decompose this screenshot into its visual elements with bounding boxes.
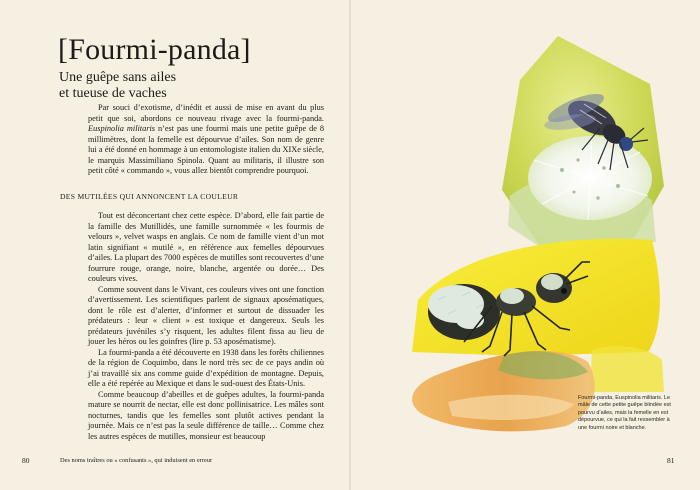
- gutter: [349, 0, 351, 490]
- body-text: [88, 211, 324, 442]
- page-title: [Fourmi-panda]: [58, 33, 251, 66]
- paragraph-4: Comme beaucoup d’abeilles et de guêpes adultes, la fourmi-panda mature se nourrit de nectar, elle est donc pollinisatrice. Les mâles sont nocturnes, tandis que les femelles sont plutôt actives pendant la journée. Mais ce n’est pas la seule différence de taille… Comme chez les autres espèces de mutilles, monsieur est beaucoup: [88, 389, 324, 441]
- page-number-right: 81: [667, 456, 675, 465]
- page-number-left: 80: [22, 456, 30, 465]
- paragraph-3: La fourmi-panda a été découverte en 1938 dans les forêts chiliennes de la région de Coquimbo, dans le nord très sec de ce pays andin où j’ai travaillé six ans comme guide d’expédition de montagne. Depuis, elle a été repérée au Mexique et dans le sud-ouest des États-Unis.: [88, 347, 324, 388]
- intro-paragraph: [88, 103, 324, 177]
- intro-italic: Euspinolia militaris: [88, 124, 156, 133]
- intro-text: Par souci d’exotisme, d’inédit et aussi de mise en avant du plus petit que soi, abordons ce nouveau rivage avec la fourmi-panda.: [88, 103, 324, 123]
- figure-caption: Fourmi-panda, Euspinolia militaris. Le mâle de cette petite guêpe blindée est pourvu d’ailes, mais la femelle en est dépourvue, ce qui la fait ressembler à une fourmi noire et blanche.: [578, 395, 671, 431]
- section-heading: DES MUTILÉES QUI ANNONCENT LA COULEUR: [60, 192, 239, 201]
- paragraph-2: Comme souvent dans le Vivant, ces couleurs vives ont une fonction d’avertissement. Les scientifiques parlent de signaux aposématiques, dont le rôle est d’alerter, d’informer et surtout de dissuader les prédateurs : leur « client » est toxique et dangereux. Seuls les prédateurs juvéniles s’y risquent, les adultes filent fissa au lieu de jouer les héros ou les goinfres (lire p. 53 aposématisme).: [88, 284, 324, 346]
- top-painting: [502, 36, 664, 252]
- subtitle: [59, 70, 176, 102]
- intro-tail: n’est pas une fourmi mais une petite guêpe de 8 millimètres, dont la femelle est dépourvue d’ailes. Son nom de genre lui a été donné en hommage à un entomologiste italien du XIXe siècle, le marquis Massimiliano Spinola. Quant au militaris, il illustre son petit côté « commando », vous allez bientôt comprendre pourquoi.: [88, 124, 324, 175]
- subtitle-line-1: Une guêpe sans ailes: [59, 70, 177, 85]
- running-footer: Des noms traîtres ou « confusants », qui induisent en erreur: [60, 457, 213, 464]
- subtitle-line-2: et tueuse de vaches: [59, 86, 167, 101]
- paragraph-1: Tout est déconcertant chez cette espèce. D’abord, elle fait partie de la famille des Mutillidés, une famille surnommée « les fourmis de velours », velvet wasps en anglais. Ce nom de famille vient d’un mot latin signifiant « mutilé », en référence aux femelles dépourvues d’ailes. La plupart des 7000 espèces de mutilles sont recouvertes d’une fourrure rouge, orange, noire, blanche, argentée ou dorée… Des couleurs vives.: [88, 211, 324, 283]
